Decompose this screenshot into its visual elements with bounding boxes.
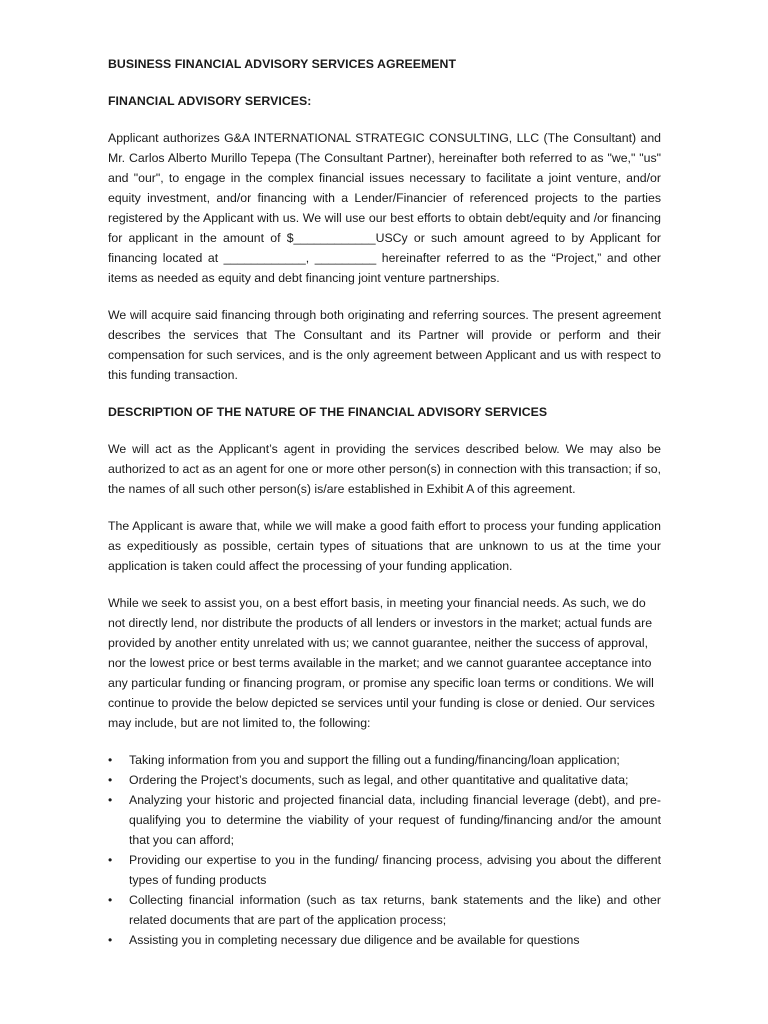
list-item-text: Assisting you in completing necessary due diligence and be available for questions	[129, 933, 580, 947]
list-item	[108, 890, 661, 930]
list-item	[108, 770, 661, 790]
list-item-text: Ordering the Project’s documents, such as legal, and other quantitative and qualitative data;	[129, 773, 629, 787]
bullet-icon: •	[108, 893, 113, 907]
paragraph-agent: We will act as the Applicant’s agent in providing the services described below. We may also be authorized to act as an agent for one or more other person(s) in connection with this transaction; if so, the names of all such other person(s) is/are established in Exhibit A of this agreement.	[108, 442, 661, 496]
bullet-icon: •	[108, 753, 113, 767]
services-bullet-list	[108, 750, 661, 950]
document-page	[108, 54, 661, 950]
list-item	[108, 930, 661, 950]
paragraph-best-effort: While we seek to assist you, on a best effort basis, in meeting your financial needs. As such, we do not directly lend, nor distribute the products of all lenders or investors in the market; actual funds are provided by another entity unrelated with us; we cannot guarantee, neither the success of approval, nor the lowest price or best terms available in the market; and we cannot guarantee acceptance into any particular funding or financing program, or promise any specific loan terms or conditions. We will continue to provide the below depicted se services until your funding is close or denied. Our services may include, but are not limited to, the following:	[108, 596, 655, 730]
list-item-text: Collecting financial information (such as tax returns, bank statements and the like) and other related documents that are part of the application process;	[129, 893, 661, 927]
paragraph-authorization: Applicant authorizes G&A INTERNATIONAL STRATEGIC CONSULTING, LLC (The Consultant) and Mr. Carlos Alberto Murillo Tepepa (The Consultant Partner), hereinafter both referred to as "we," "us" and "our", to engage in the complex financial issues necessary to facilitate a joint venture, and/or equity investment, and/or financing with a Lender/Financier of referenced projects to the parties registered by the Applicant with us. We will use our best efforts to obtain debt/equity and /or financing for applicant in the amount of $____________USCy or such amount agreed to by Applicant for financing located at ____________, _________ hereinafter referred to as the “Project,” and other items as needed as equity and debt financing joint venture partnerships.	[108, 131, 661, 285]
document-title: BUSINESS FINANCIAL ADVISORY SERVICES AGREEMENT	[108, 57, 457, 71]
paragraph-good-faith: The Applicant is aware that, while we will make a good faith effort to process your funding application as expeditiously as possible, certain types of situations that are unknown to us at the time your application is taken could affect the processing of your funding application.	[108, 519, 661, 573]
list-item-text: Analyzing your historic and projected financial data, including financial leverage (debt), and pre-qualifying you to determine the viability of your request of funding/financing and/or the amount that you can afford;	[129, 793, 661, 847]
list-item	[108, 850, 661, 890]
paragraph-acquire-financing: We will acquire said financing through both originating and referring sources. The present agreement describes the services that The Consultant and its Partner will provide or perform and their compensation for such services, and is the only agreement between Applicant and us with respect to this funding transaction.	[108, 308, 661, 382]
list-item-text: Providing our expertise to you in the funding/ financing process, advising you about the different types of funding products	[129, 853, 661, 887]
bullet-icon: •	[108, 793, 113, 807]
bullet-icon: •	[108, 773, 113, 787]
bullet-icon: •	[108, 933, 113, 947]
section-heading-financial-advisory-services: FINANCIAL ADVISORY SERVICES:	[108, 94, 312, 108]
list-item	[108, 750, 661, 770]
list-item	[108, 790, 661, 850]
list-item-text: Taking information from you and support the filling out a funding/financing/loan application;	[129, 753, 620, 767]
section-heading-description: DESCRIPTION OF THE NATURE OF THE FINANCIAL ADVISORY SERVICES	[108, 405, 548, 419]
bullet-icon: •	[108, 853, 113, 867]
